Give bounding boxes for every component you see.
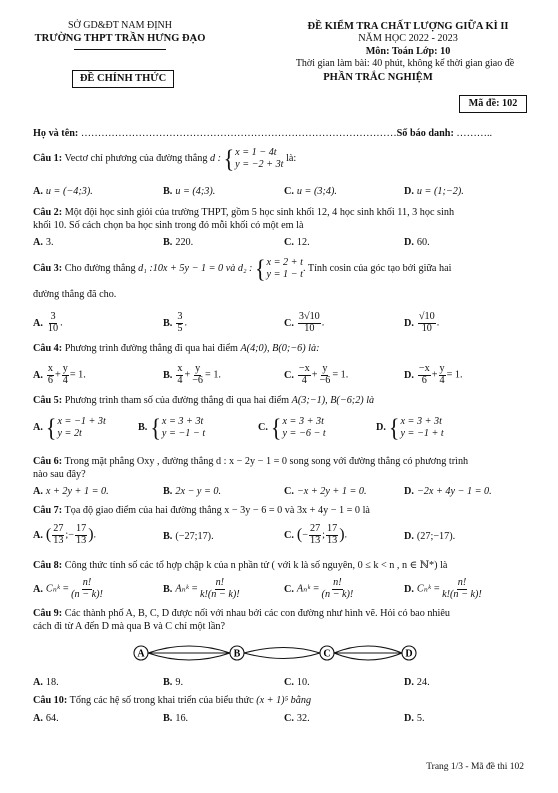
q10-c-text: 32. — [296, 713, 310, 724]
city-roads-diagram — [120, 636, 430, 670]
q5-label: Câu 5: — [33, 395, 63, 406]
numerator: 27 — [309, 523, 321, 534]
option-letter: B. — [138, 422, 148, 434]
road-c-d — [334, 646, 402, 653]
q7-option-c[interactable]: C. (− $\frac{27}{13}$ ; $\frac{17}{13}$ ). — [284, 523, 348, 546]
q2-option-a[interactable] — [33, 237, 54, 250]
lhs: Aₙᵏ = — [296, 583, 320, 595]
frac — [52, 524, 64, 546]
road-b-c — [244, 653, 320, 659]
q4-option-c[interactable]: C. $\frac{-x}{4}$ + $\frac{y}{-6}$ = 1. — [284, 363, 349, 386]
header-underline — [74, 49, 166, 50]
minus-sign: − — [68, 529, 75, 541]
option-letter: D. — [404, 486, 414, 497]
denominator: k!(n − k)! — [199, 588, 240, 600]
line1: x = 3 + 3t — [400, 416, 442, 427]
q10-a-text: 64. — [45, 713, 59, 724]
q4-option-b[interactable]: B. $\frac{x}{4}$ + $\frac{y}{-6}$ = 1. — [163, 363, 221, 386]
frac — [75, 524, 87, 546]
q1-option-c[interactable] — [284, 186, 337, 199]
name-dots: ………………………………………………………………………………… — [78, 128, 397, 139]
question-4 — [33, 343, 319, 356]
q3-option-c[interactable]: C. $\frac{3√10}{10}$ . — [284, 311, 325, 334]
denominator: 13 — [76, 534, 87, 546]
q6-d-text: −2x + 4y − 1 = 0. — [416, 486, 492, 497]
option-letter: B. — [163, 369, 173, 381]
lhs: Cₙᵏ = — [416, 583, 441, 595]
q9-b-text: 9. — [175, 677, 183, 688]
option-letter: A. — [33, 583, 43, 595]
question-2 — [33, 207, 454, 220]
option-letter: B. — [163, 186, 173, 197]
line1: x = −1 + 3t — [57, 416, 106, 427]
numerator: 27 — [53, 523, 64, 534]
q3-option-d[interactable]: D. $\frac{√10}{10}$ . — [404, 311, 440, 334]
option-letter: C. — [284, 186, 294, 197]
q9-d-text: 24. — [416, 677, 430, 688]
q6-option-c[interactable] — [284, 486, 367, 499]
node-label: B — [233, 648, 241, 660]
q3-option-a[interactable]: A. $\frac{3}{10}$ . — [33, 311, 63, 334]
q5-points: A(3;−1), B(−6;2) là — [291, 395, 375, 406]
q6-option-d[interactable] — [404, 486, 492, 499]
option-letter: D. — [404, 531, 414, 542]
option-letter: D. — [404, 186, 414, 197]
denominator: 10 — [304, 322, 315, 334]
lhs: Cₙᵏ = — [45, 583, 70, 595]
q9-text2: cách đi từ A đến D mà qua B và C chỉ một lần? — [33, 621, 225, 632]
q1-option-d[interactable] — [404, 186, 464, 199]
subject-line: Môn: Toán Lớp: 10 — [365, 46, 451, 57]
line2: y = −1 + t — [400, 427, 444, 439]
q1-b-text: u = (4;3). — [175, 186, 216, 197]
denominator: 4 — [439, 374, 445, 386]
city-node-c — [320, 646, 334, 660]
question-5 — [33, 395, 374, 408]
q4-label: Câu 4: — [33, 343, 63, 354]
q3-option-b[interactable]: B. $\frac{3}{5}$ . — [163, 311, 187, 334]
q2-option-c[interactable] — [284, 237, 310, 250]
page-footer: Trang 1/3 - Mã đề thi 102 — [426, 762, 524, 772]
q9-a-text: 18. — [45, 677, 59, 688]
frac — [321, 578, 355, 600]
q9-option-b[interactable] — [163, 677, 183, 690]
rhs: = 1. — [205, 369, 221, 381]
q10-expr: (x + 1)⁵ bằng — [256, 695, 312, 706]
q5-option-b[interactable] — [138, 412, 206, 442]
numerator: −x — [418, 363, 430, 374]
time-line: Thời gian làm bài: 40 phút, không kể thời gian giao đề — [295, 58, 515, 69]
node-label: C — [323, 648, 331, 660]
system: { x = 3 + 3t y = −1 − t — [150, 412, 206, 442]
denominator: k!(n − k)! — [442, 588, 482, 600]
node-label: D — [405, 648, 413, 660]
numerator: y — [322, 363, 328, 374]
q3-b-frac — [176, 312, 183, 334]
line2: y = 2t — [57, 427, 82, 439]
question-9 — [33, 608, 450, 621]
frac — [199, 578, 241, 600]
q1-var: d : — [210, 153, 222, 165]
q4-option-a[interactable]: A. $\frac{x}{6}$ + $\frac{y}{4}$ = 1. — [33, 363, 86, 386]
frac — [309, 524, 321, 546]
city-node-b — [230, 646, 244, 660]
lhs: Aₙᵏ = — [175, 583, 198, 595]
frac — [439, 364, 446, 386]
q5-option-d[interactable] — [376, 412, 444, 442]
q10-option-b[interactable] — [163, 713, 188, 726]
option-letter: C. — [284, 677, 294, 688]
q9-label: Câu 9: — [33, 608, 63, 619]
denominator: (n − k)! — [71, 588, 103, 600]
q1-option-a[interactable] — [33, 186, 93, 199]
q3-tail: . Tính cosin của góc tạo bởi giữa hai — [302, 263, 452, 275]
q7-text: Tọa độ giao điểm của hai đường thẳng x − 3y − 6 = 0 và 3x + 4y − 1 = 0 là — [64, 505, 370, 516]
q6-option-b[interactable] — [163, 486, 221, 499]
q1-line1: x = 1 − 4t — [235, 147, 277, 158]
system: { x = 3 + 3t y = −1 + t — [388, 412, 444, 442]
q6-b-text: 2x − y = 0. — [175, 486, 222, 497]
denominator: −6 — [192, 374, 204, 386]
frac — [47, 364, 54, 386]
q6-label: Câu 6: — [33, 456, 63, 467]
system: { x = −1 + 3t y = 2t — [45, 412, 106, 442]
q9-c-text: 10. — [296, 677, 310, 688]
frac — [326, 524, 338, 546]
option-letter: A. — [33, 677, 43, 688]
q2-b-text: 220. — [175, 237, 194, 248]
line1: x = 3 + 3t — [161, 416, 204, 427]
denominator: 6 — [47, 374, 53, 386]
option-letter: A. — [33, 237, 43, 248]
numerator: x — [177, 363, 183, 374]
section-title: PHẦN TRẮC NGHIỆM — [323, 72, 433, 83]
school-name: TRƯỜNG THPT TRẦN HƯNG ĐẠO — [34, 33, 206, 44]
q2-option-d[interactable] — [404, 237, 430, 250]
option-letter: B. — [163, 531, 173, 542]
option-letter: D. — [404, 237, 414, 248]
option-letter: A. — [33, 317, 43, 329]
q1-option-b[interactable] — [163, 186, 215, 199]
option-letter: C. — [284, 237, 294, 248]
numerator: 17 — [76, 523, 87, 534]
q3-line2: y = 1 − t — [266, 268, 303, 280]
q5-option-a[interactable] — [33, 412, 106, 442]
road-c-d — [334, 653, 402, 660]
q5-text: Phương trình tham số của đường thẳng đi qua hai điểm — [64, 395, 290, 406]
system: { x = 3 + 3t y = −6 − t — [270, 412, 326, 442]
denominator: −6 — [319, 374, 331, 386]
q5-option-c[interactable] — [258, 412, 326, 442]
city-node-a — [134, 646, 148, 660]
q3-a-frac — [47, 312, 59, 334]
numerator: y — [439, 363, 445, 374]
numerator: √10 — [418, 311, 435, 322]
numerator: n! — [457, 577, 467, 588]
q1-a-text: u = (−4;3). — [45, 186, 93, 197]
q8-text: Công thức tính số các tổ hợp chập k của n phần tử ( với k là số nguyên, 0 ≤ k < n , n ∈ ℕ*) là — [64, 560, 448, 571]
q3-d-frac — [418, 312, 436, 334]
line2: y = −6 − t — [282, 427, 326, 439]
q6-text1: Trong mặt phẳng Oxy , đường thẳng d : x − 2y − 1 = 0 song song với đường thẳng có phương trình — [64, 456, 469, 467]
question-10 — [33, 695, 311, 708]
option-letter: A. — [33, 422, 43, 434]
q2-text1: Một đội học sinh giỏi của trường THPT, gồm 5 học sinh khối 12, 4 học sinh khối 11, 3 học sinh — [64, 207, 455, 218]
rhs: = 1. — [446, 369, 463, 381]
q10-option-a[interactable] — [33, 713, 59, 726]
option-letter: B. — [163, 237, 173, 248]
q10-d-text: 5. — [416, 713, 425, 724]
frac — [62, 364, 69, 386]
dept-name: SỞ GD&ĐT NAM ĐỊNH — [68, 20, 172, 31]
option-letter: B. — [163, 317, 173, 329]
denominator: 4 — [301, 374, 307, 386]
exam-title: ĐỀ KIỂM TRA CHẤT LƯỢNG GIỮA KÌ II — [307, 21, 509, 32]
rhs: = 1. — [332, 369, 349, 381]
option-letter: C. — [284, 317, 294, 329]
option-letter: B. — [163, 583, 173, 595]
line1: x = 3 + 3t — [282, 416, 324, 427]
q3-text: Cho đường thẳng — [64, 263, 136, 275]
q8-label: Câu 8: — [33, 560, 63, 571]
option-letter: A. — [33, 486, 43, 497]
q6-text2: nào sau đây? — [33, 469, 86, 480]
denominator: 4 — [62, 374, 68, 386]
frac — [70, 578, 104, 600]
option-letter: C. — [284, 529, 294, 541]
option-letter: C. — [258, 422, 268, 434]
numerator: x — [47, 363, 53, 374]
q1-d-text: u = (1;−2). — [416, 186, 464, 197]
denominator: 10 — [421, 322, 432, 334]
q1-system: { x = 1 − 4t y = −2 + 3t — [223, 143, 284, 173]
option-letter: A. — [33, 186, 43, 197]
option-letter: A. — [33, 529, 43, 541]
q7-b-text: (−27;17). — [175, 531, 214, 542]
numerator: 3 — [50, 311, 56, 322]
q2-d-text: 60. — [416, 237, 430, 248]
option-letter: D. — [376, 422, 386, 434]
q9-option-c[interactable] — [284, 677, 310, 690]
q3-text2: đường thẳng đã cho. — [33, 289, 117, 300]
option-letter: D. — [404, 713, 414, 724]
q10-option-d[interactable] — [404, 713, 425, 726]
option-letter: C. — [284, 486, 294, 497]
q3-lines: d₁ :10x + 5y − 1 = 0 và d₂ : — [138, 263, 253, 275]
q3-label: Câu 3: — [33, 263, 63, 275]
numerator: 17 — [327, 523, 338, 534]
q1-tail: là: — [286, 153, 297, 165]
official-badge: ĐỀ CHÍNH THỨC — [72, 70, 174, 88]
rhs: = 1. — [69, 369, 86, 381]
q1-text: Vectơ chỉ phương của đường thẳng — [64, 153, 208, 165]
frac — [176, 364, 183, 386]
numerator: y — [62, 363, 68, 374]
q2-option-b[interactable] — [163, 237, 193, 250]
q7-option-b[interactable] — [163, 531, 214, 544]
q6-option-a[interactable] — [33, 486, 109, 499]
option-letter: D. — [404, 677, 414, 688]
q2-c-text: 12. — [296, 237, 310, 248]
option-letter: A. — [33, 369, 43, 381]
q8-option-a[interactable] — [33, 578, 105, 600]
numerator: n! — [215, 577, 225, 588]
q1-c-text: u = (3;4). — [296, 186, 337, 197]
q8-option-c[interactable] — [284, 578, 355, 600]
option-letter: C. — [284, 713, 294, 724]
sbd-dots: ……….. — [453, 128, 493, 139]
question-7 — [33, 505, 370, 518]
q10-b-text: 16. — [175, 713, 189, 724]
q8-option-d[interactable] — [404, 578, 484, 600]
frac — [191, 364, 204, 386]
frac — [418, 364, 431, 386]
exam-code-badge: Mã đề: 102 — [459, 95, 527, 113]
q10-option-c[interactable] — [284, 713, 310, 726]
denominator: 5 — [177, 322, 183, 334]
q4-option-d[interactable]: D. $\frac{-x}{6}$ + $\frac{y}{4}$ = 1. — [404, 363, 463, 386]
q4-points: A(4;0), B(0;−6) là: — [240, 343, 320, 354]
numerator: n! — [82, 577, 92, 588]
q4-text: Phương trình đường thẳng đi qua hai điểm — [64, 343, 238, 354]
q3-system: { x = 2 + t y = 1 − t — [254, 253, 303, 283]
option-letter: D. — [404, 583, 414, 595]
option-letter: A. — [33, 713, 43, 724]
node-label: A — [137, 648, 145, 660]
denominator: 4 — [177, 374, 183, 386]
numerator: −x — [298, 363, 310, 374]
line2: y = −1 − t — [161, 427, 206, 439]
q7-option-d[interactable] — [404, 531, 455, 544]
q1-line2: y = −2 + 3t — [235, 158, 284, 170]
numerator: y — [195, 363, 201, 374]
road-b-c — [244, 648, 320, 654]
option-letter: B. — [163, 486, 173, 497]
question-6 — [33, 456, 468, 469]
denominator: 13 — [53, 534, 64, 546]
denominator: (n − k)! — [321, 588, 354, 600]
option-letter: C. — [284, 369, 294, 381]
q9-option-d[interactable] — [404, 677, 430, 690]
q7-d-text: (27;−17). — [416, 531, 456, 542]
option-letter: D. — [404, 369, 414, 381]
q7-label: Câu 7: — [33, 505, 63, 516]
question-1 — [33, 143, 297, 173]
q10-label: Câu 10: — [33, 695, 68, 706]
q6-c-text: −x + 2y + 1 = 0. — [296, 486, 367, 497]
denominator: 13 — [327, 534, 338, 546]
denominator: 10 — [47, 322, 59, 334]
option-letter: C. — [284, 583, 294, 595]
q9-option-a[interactable] — [33, 677, 59, 690]
numerator: 3√10 — [298, 311, 320, 322]
name-label: Họ và tên: — [33, 128, 79, 139]
option-letter: B. — [163, 713, 173, 724]
q9-text1: Các thành phố A, B, C, D được nối với nhau bởi các con đường như hình vẽ. Hỏi có bao nhiêu — [64, 608, 450, 619]
q2-text2: khối 10. Số cách chọn ba học sinh trong đó mỗi khối có một em là — [33, 220, 304, 231]
numerator: n! — [333, 577, 342, 588]
denominator: 13 — [309, 534, 321, 546]
frac — [441, 578, 483, 600]
sbd-label: Số báo danh: — [396, 128, 454, 139]
question-8 — [33, 560, 447, 573]
city-node-d — [402, 646, 416, 660]
q3-c-frac — [298, 312, 321, 334]
school-year: NĂM HỌC 2022 - 2023 — [358, 33, 458, 44]
q3-line1: x = 2 + t — [266, 257, 303, 268]
road-a-b — [148, 646, 230, 653]
q10-text: Tổng các hệ số trong khai triển của biểu thức — [69, 695, 254, 706]
q2-a-text: 3. — [45, 237, 54, 248]
q1-label: Câu 1: — [33, 153, 63, 165]
frac — [319, 364, 332, 386]
question-3 — [33, 253, 452, 283]
q8-option-b[interactable] — [163, 578, 242, 600]
denominator: 6 — [421, 374, 427, 386]
option-letter: B. — [163, 677, 173, 688]
option-letter: D. — [404, 317, 414, 329]
numerator: 3 — [177, 311, 183, 322]
q2-label: Câu 2: — [33, 207, 63, 218]
student-line — [33, 128, 492, 141]
frac — [298, 364, 311, 386]
q7-option-a[interactable]: A. ( $\frac{27}{13}$ ;− $\frac{17}{13}$ ). — [33, 523, 97, 546]
q6-a-text: x + 2y + 1 = 0. — [45, 486, 109, 497]
road-a-b — [148, 653, 230, 660]
